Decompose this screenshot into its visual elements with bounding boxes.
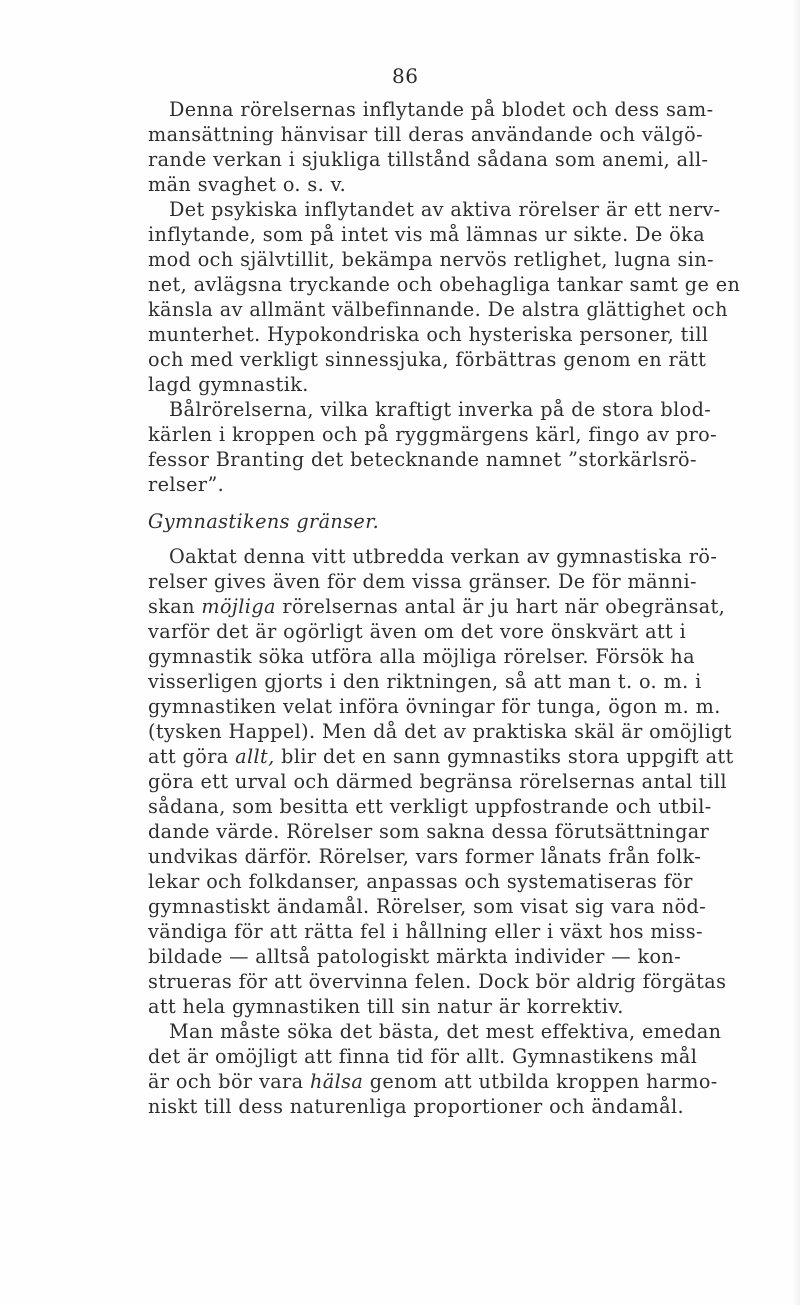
emphasis-mojliga: möjliga [201,595,276,618]
text-line: Oaktat denna vitt utbredda verkan av gymnastiska rö- [169,545,718,568]
text-line: göra ett urval och därmed begränsa rörelsernas antal till [148,770,727,793]
text-line: lekar och folkdanser, anpassas och systematiseras för [148,870,693,893]
text-line: mod och självtillit, bekämpa nervös retlighet, lugna sin- [148,248,714,271]
text-line: sådana, som besitta ett verkligt uppfostrande och utbil- [148,795,712,818]
text-line: mansättning hänvisar till deras användande och välgö- [148,123,703,146]
text-line: fessor Branting det betecknande namnet ”storkärlsrö- [148,448,697,471]
text-line: dande värde. Rörelser som sakna dessa förutsättningar [148,820,710,843]
section-heading: Gymnastikens gränser. [148,510,380,533]
text-line: det är omöjligt att finna tid för allt. Gymnastikens mål [148,1045,698,1068]
text-line: strueras för att övervinna felen. Dock bör aldrig förgätas [148,970,727,993]
page-edge-shadow [792,0,800,1305]
text-line: niskt till dess naturenliga proportioner och ändamål. [148,1095,685,1118]
paragraph-health-goal [148,1019,722,1119]
text-line: Man måste söka det bästa, det mest effektiva, emedan [169,1020,722,1043]
text-fragment: att göra [148,745,236,768]
text-line: och med verkligt sinnessjuka, förbättras genom en rätt [148,348,707,371]
text-line: Denna rörelsernas inflytande på blodet och dess sam- [169,98,714,121]
text-line: munterhet. Hypokondriska och hysteriska personer, till [148,323,709,346]
text-line: män svaghet o. s. v. [148,173,347,196]
text-fragment: skan [148,595,202,618]
body-text [148,97,741,1119]
paragraph-trunk-movements [148,397,718,497]
text-fragment: är och bör vara [148,1070,310,1093]
emphasis-halsa: hälsa [309,1070,364,1093]
paragraph-blood-influence [148,97,714,197]
text-line: varför det är ogörligt även om det vore önskvärt att i [148,620,687,643]
page-number: 86 [392,64,419,88]
text-line: kärlen i kroppen och på ryggmärgens kärl, fingo av pro- [148,423,718,446]
text-line: Bålrörelserna, vilka kraftigt inverka på de stora blod- [169,398,712,421]
text-line: visserligen gjorts i den riktningen, så att man t. o. m. i [148,670,702,693]
text-line: gymnastiskt ändamål. Rörelser, som visat sig vara nöd- [148,895,707,918]
text-line: lagd gymnastik. [148,373,309,396]
text-line: (tysken Happel). Men då det av praktiska skäl är omöjligt [148,720,732,743]
text-line: undvikas därför. Rörelser, vars former lånats från folk- [148,845,702,868]
text-line [148,744,734,769]
text-line [148,594,726,619]
text-line: vändiga för att rätta fel i hållning eller i växt hos miss- [148,920,703,943]
text-fragment: blir det en sann gymnastiks stora uppgift att [274,745,734,768]
text-line: känsla av allmänt välbefinnande. De alstra glättighet och [148,298,728,321]
text-line: gymnastiken velat införa övningar för tunga, ögon m. m. [148,695,721,718]
text-line: att hela gymnastiken till sin natur är korrektiv. [148,995,624,1018]
text-line: rande verkan i sjukliga tillstånd sådana som anemi, all- [148,148,709,171]
text-line: relser”. [148,473,225,496]
text-line: relser gives även för dem vissa gränser. De för männi- [148,570,697,593]
text-line: inflytande, som på intet vis må lämnas ur sikte. De öka [148,223,705,246]
text-line: bildade — alltså patologiskt märkta individer — kon- [148,945,682,968]
text-line [148,1069,718,1094]
text-fragment: rörelsernas antal är ju hart när obegränsat, [275,595,726,618]
paragraph-psychic-influence [148,197,741,397]
text-line: net, avlägsna tryckande och obehagliga tankar samt ge en [148,273,741,296]
text-line: Det psykiska inflytandet av aktiva rörelser är ett nerv- [169,198,721,221]
text-fragment: genom att utbilda kroppen harmo- [363,1070,718,1093]
paragraph-limits [148,544,734,1019]
emphasis-allt: allt, [235,745,275,768]
text-line: gymnastik söka utföra alla möjliga rörelser. Försök ha [148,645,695,668]
